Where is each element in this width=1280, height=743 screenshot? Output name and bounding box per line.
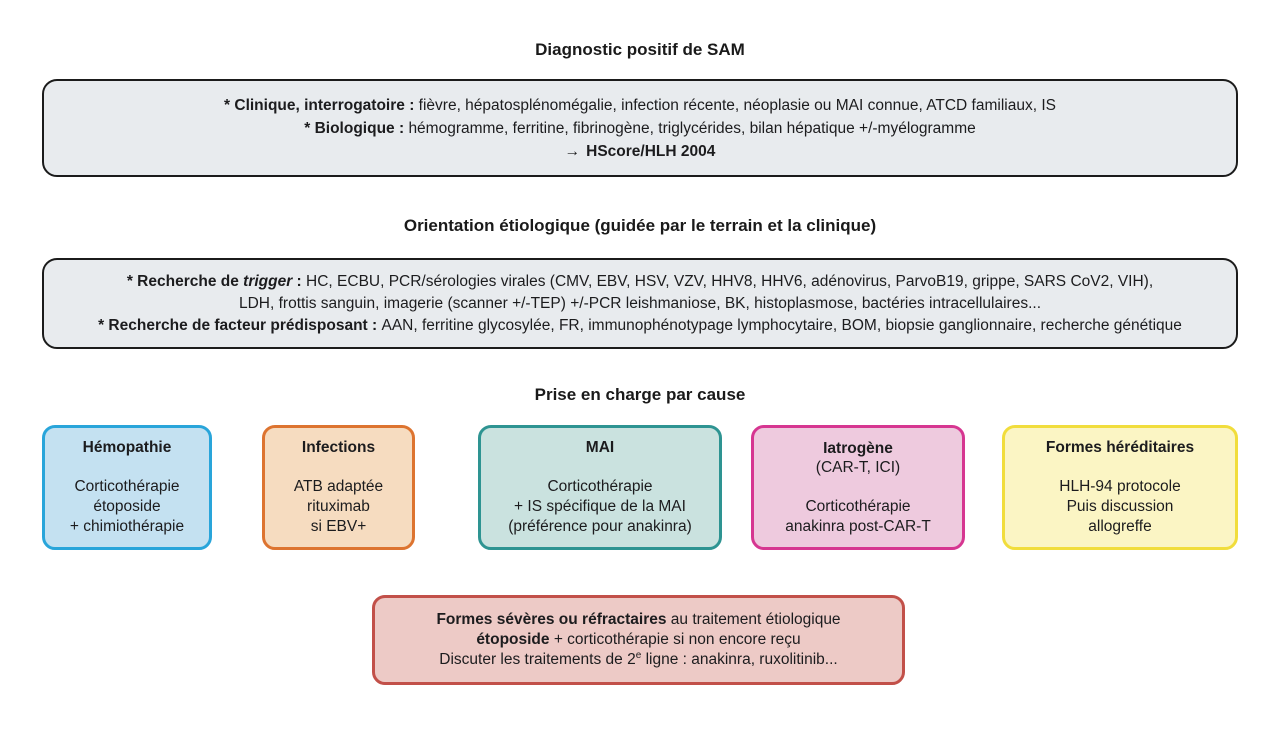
- trigger-italic: trigger: [243, 272, 293, 290]
- diagnostic-biologic-line: [304, 117, 976, 140]
- orientation-title: Orientation étiologique (guidée par le terrain et la clinique): [403, 216, 877, 235]
- card-line: HLH-94 protocole: [1059, 478, 1181, 495]
- card-title: Infections: [301, 439, 376, 456]
- card-line: (préférence pour anakinra): [508, 518, 692, 535]
- card-iatrogene: [751, 425, 965, 550]
- superscript-e: e: [635, 649, 642, 661]
- orientation-trigger-continuation: LDH, frottis sanguin, imagerie (scanner +/-TEP) +/-PCR leishmaniose, BK, histoplasmose, bactéries intracellulaires...: [238, 294, 1042, 312]
- card-hemopathie: [42, 425, 212, 550]
- cause-cards-row: [42, 425, 1238, 550]
- severe-label-1: Formes sévères ou réfractaires: [436, 611, 667, 628]
- arrow-right-icon: →: [564, 142, 581, 160]
- card-line: ATB adaptée: [293, 478, 384, 495]
- card-lines: [508, 477, 692, 537]
- card-title: MAI: [585, 439, 615, 456]
- diagnostic-clinical-label: * Clinique, interrogatoire :: [224, 96, 419, 114]
- orientation-trigger-line: [127, 271, 1153, 293]
- diagnostic-biologic-label: * Biologique :: [304, 119, 409, 137]
- diagnostic-score-text: HScore/HLH 2004: [586, 142, 716, 160]
- card-lines: [785, 497, 931, 537]
- orientation-predisposing-label: * Recherche de facteur prédisposant :: [98, 316, 382, 334]
- card-line: Corticothérapie: [805, 497, 911, 515]
- severe-refractory-box: [372, 595, 905, 685]
- card-lines: [294, 477, 383, 537]
- card-lines: [70, 477, 184, 537]
- card-line: allogreffe: [1088, 518, 1152, 535]
- card-line: étoposide: [93, 498, 161, 515]
- severe-line-2: étoposide + corticothérapie si non encore reçu: [476, 631, 801, 648]
- card-title: Hémopathie: [82, 439, 172, 456]
- management-title: Prise en charge par cause: [534, 385, 746, 404]
- orientation-predisposing-line: [98, 315, 1182, 337]
- diagnostic-score-line: [565, 140, 716, 163]
- diagnostic-clinical-line: [224, 94, 1056, 117]
- orientation-box: [42, 258, 1238, 349]
- card-line: + chimiothérapie: [69, 518, 185, 535]
- severe-line-3: Discuter les traitements de 2e ligne : anakinra, ruxolitinib...: [439, 649, 838, 668]
- diagnostic-title: Diagnostic positif de SAM: [535, 40, 745, 59]
- card-line: + IS spécifique de la MAI: [514, 498, 686, 515]
- card-lines: [1059, 477, 1180, 537]
- diagnostic-clinical-text: fièvre, hépatosplénomégalie, infection récente, néoplasie ou MAI connue, ATCD familiaux, IS: [418, 96, 1056, 114]
- card-line: anakinra post-CAR-T: [785, 517, 931, 535]
- card-infections: [262, 425, 415, 550]
- severe-label-2: étoposide: [476, 631, 550, 648]
- card-line: si EBV+: [310, 518, 367, 535]
- card-line: rituximab: [307, 498, 370, 515]
- card-line: Corticothérapie: [547, 478, 653, 495]
- orientation-trigger-text: HC, ECBU, PCR/sérologies virales (CMV, EBV, HSV, VZV, HHV8, HHV6, adénovirus, ParvoB19, grippe, SARS CoV2, VIH),: [306, 272, 1154, 290]
- card-mai: [478, 425, 722, 550]
- orientation-trigger-label: * Recherche de trigger :: [126, 272, 307, 290]
- card-formes-hereditaires: [1002, 425, 1238, 550]
- card-subtitle: (CAR-T, ICI): [815, 458, 901, 476]
- severe-line-1: Formes sévères ou réfractaires au traitement étiologique: [436, 611, 841, 628]
- diagnostic-box: [42, 79, 1238, 177]
- card-line: Puis discussion: [1066, 498, 1174, 515]
- diagnostic-biologic-text: hémogramme, ferritine, fibrinogène, triglycérides, bilan hépatique +/-myélogramme: [408, 119, 976, 137]
- orientation-predisposing-text: AAN, ferritine glycosylée, FR, immunophénotypage lymphocytaire, BOM, biopsie ganglionnaire, recherche génétique: [381, 316, 1182, 334]
- card-title: Formes héréditaires: [1045, 439, 1195, 456]
- card-title: Iatrogène (CAR-T, ICI): [815, 439, 901, 476]
- card-line: Corticothérapie: [74, 478, 180, 495]
